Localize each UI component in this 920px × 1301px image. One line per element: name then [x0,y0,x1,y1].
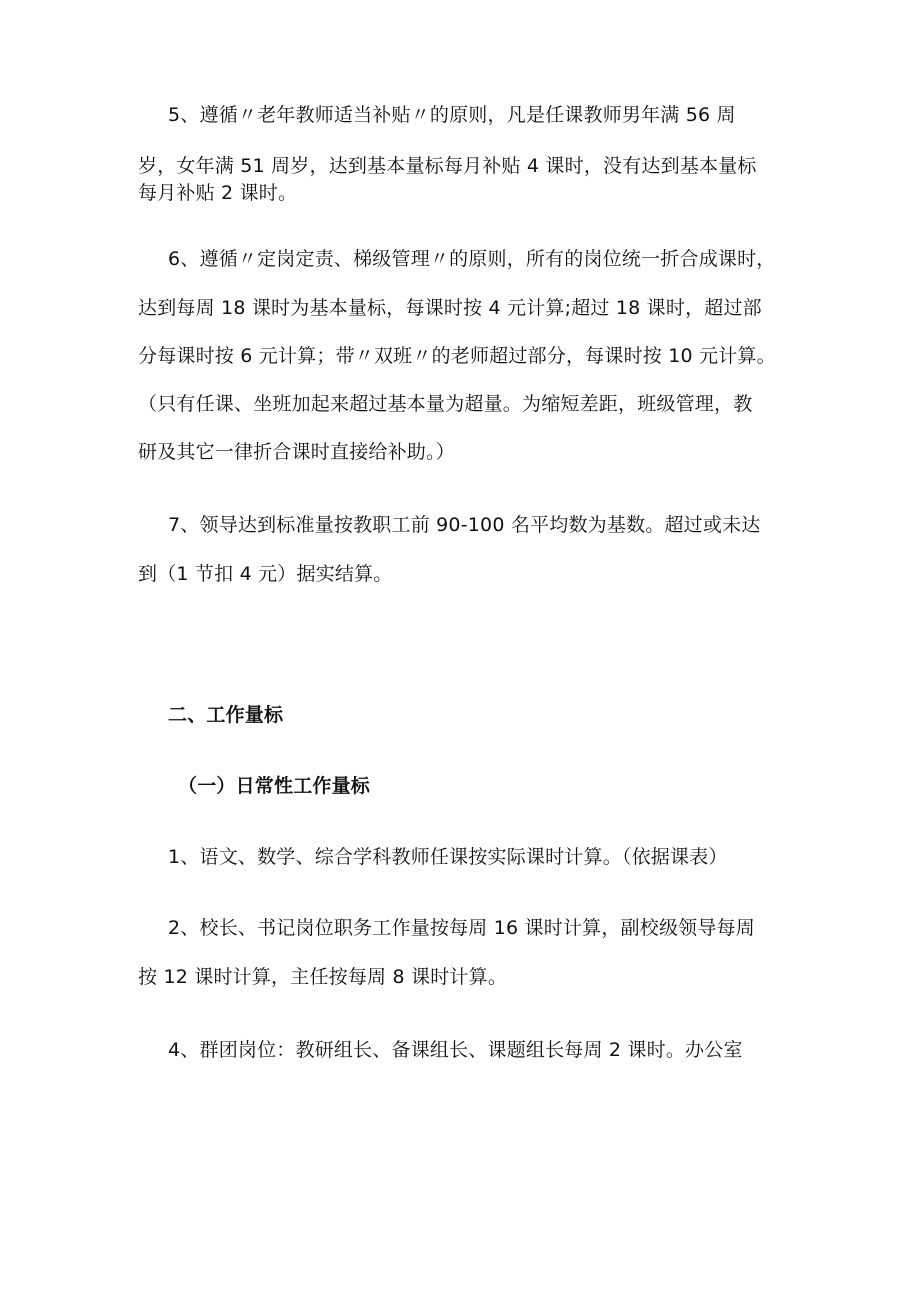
paragraph-5-line-2: 岁，女年满 51 周岁，达到基本量标每月补贴 4 课时，没有达到基本量标 [138,155,757,177]
item-2-line-2: 按 12 课时计算，主任按每周 8 课时计算。 [138,966,508,988]
paragraph-6-line-1: 6、遵循〃定岗定责、梯级管理〃的原则，所有的岗位统一折合成课时， [168,248,776,270]
paragraph-7-line-1: 7、领导达到标准量按教职工前 90-100 名平均数为基数。超过或未达 [168,514,761,536]
paragraph-6-line-2: 达到每周 18 课时为基本量标，每课时按 4 元计算;超过 18 课时，超过部 [138,297,762,319]
paragraph-7-line-2: 到（1 节扣 4 元）据实结算。 [138,563,393,585]
paragraph-5-line-1: 5、遵循〃老年教师适当补贴〃的原则，凡是任课教师男年满 56 周 [168,104,736,126]
section-heading: 二、工作量标 [168,704,284,726]
paragraph-6-line-4: （只有任课、坐班加起来超过基本量为超量。为缩短差距，班级管理，教 [138,393,753,415]
subsection-heading: （一）日常性工作量标 [178,775,371,797]
item-1-line-1: 1、语文、数学、综合学科教师任课按实际课时计算。（依据课表） [168,846,728,868]
item-2-line-1: 2、校长、书记岗位职务工作量按每周 16 课时计算，副校级领导每周 [168,917,755,939]
item-4-line-1: 4、群团岗位：教研组长、备课组长、课题组长每周 2 课时。办公室 [168,1039,743,1061]
paragraph-6-line-3: 分每课时按 6 元计算；带〃双班〃的老师超过部分，每课时按 10 元计算。 [138,345,776,367]
paragraph-5-line-3: 每月补贴 2 课时。 [138,182,298,204]
paragraph-6-line-5: 研及其它一律折合课时直接给补助。） [138,441,455,463]
